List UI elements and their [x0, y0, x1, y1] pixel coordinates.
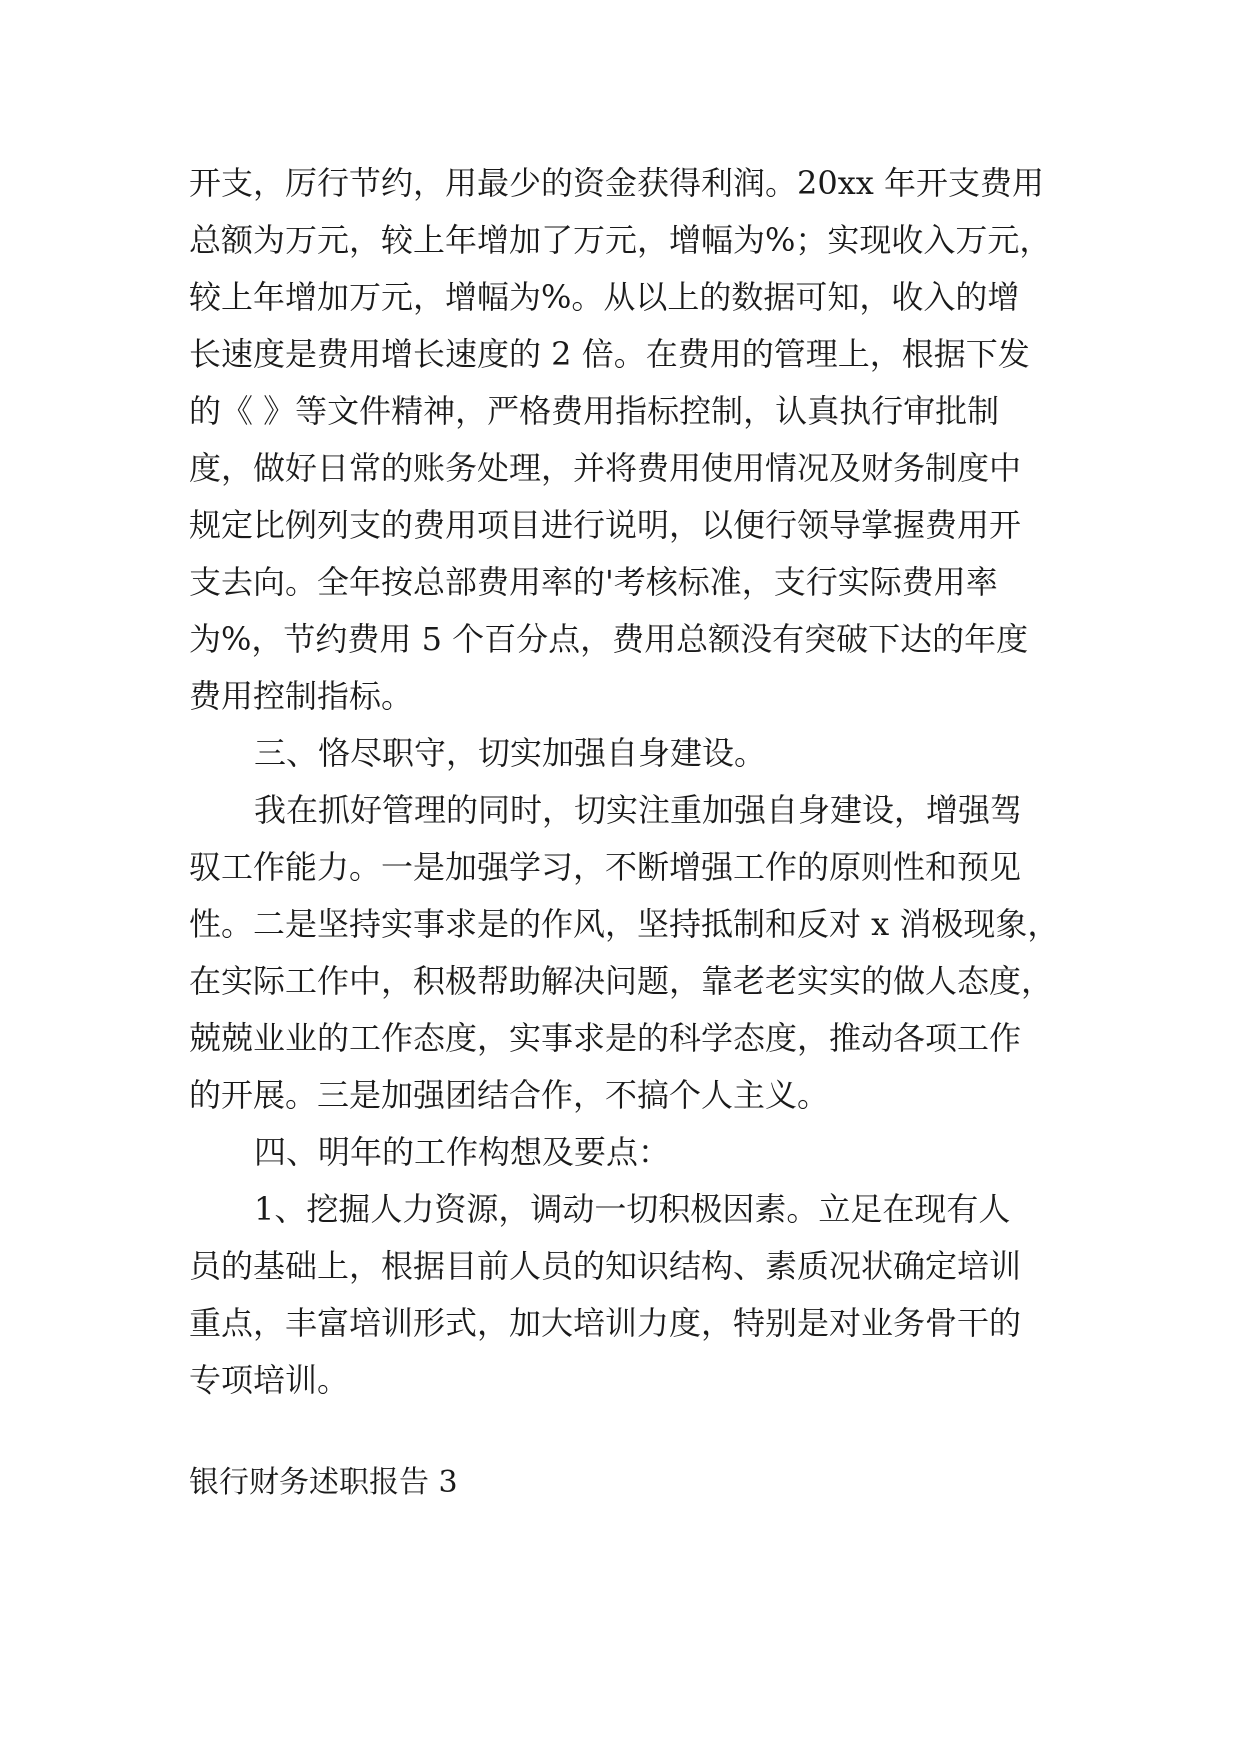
section-title: 三、恪尽职守，切实加强自身建设。 [254, 734, 767, 772]
paragraph-line: 在实际工作中，积极帮助解决问题，靠老老实实的做人态度， [189, 962, 1054, 1000]
paragraph-line: 总额为万元，较上年增加了万元，增幅为%；实现收入万元， [189, 221, 1052, 259]
paragraph-line: 开支，厉行节约，用最少的资金获得利润。20xx 年开支费用 [189, 164, 1044, 202]
paragraph-line: 为%，节约费用 5 个百分点，费用总额没有突破下达的年度 [189, 620, 1029, 658]
paragraph-line: 重点，丰富培训形式，加大培训力度，特别是对业务骨干的 [189, 1304, 1022, 1342]
paragraph-line: 我在抓好管理的同时，切实注重加强自身建设，增强驾 [254, 791, 1023, 829]
paragraph-line: 1、挖掘人力资源，调动一切积极因素。立足在现有人 [254, 1190, 1011, 1228]
report-heading: 银行财务述职报告 3 [189, 1465, 458, 1500]
section-title: 四、明年的工作构想及要点： [254, 1133, 671, 1171]
paragraph-line: 规定比例列支的费用项目进行说明，以便行领导掌握费用开 [189, 506, 1022, 544]
paragraph-line: 兢兢业业的工作态度，实事求是的科学态度，推动各项工作 [189, 1019, 1022, 1057]
paragraph-line: 驭工作能力。一是加强学习，不断增强工作的原则性和预见 [189, 848, 1022, 886]
paragraph-line: 的《 》等文件精神，严格费用指标控制，认真执行审批制 [189, 392, 1000, 430]
paragraph-line: 费用控制指标。 [189, 677, 414, 715]
paragraph-line: 度，做好日常的账务处理，并将费用使用情况及财务制度中 [189, 449, 1022, 487]
paragraph-line: 专项培训。 [189, 1361, 350, 1399]
paragraph-line: 员的基础上，根据目前人员的知识结构、素质况状确定培训 [189, 1247, 1022, 1285]
paragraph-line: 性。二是坚持实事求是的作风，坚持抵制和反对 x 消极现象， [189, 905, 1060, 943]
paragraph-line: 支去向。全年按总部费用率的'考核标准，支行实际费用率 [189, 563, 998, 601]
paragraph-line: 长速度是费用增长速度的 2 倍。在费用的管理上，根据下发 [189, 335, 1030, 373]
paragraph-line: 的开展。三是加强团结合作，不搞个人主义。 [189, 1076, 830, 1114]
paragraph-line: 较上年增加万元，增幅为%。从以上的数据可知，收入的增 [189, 278, 1020, 316]
